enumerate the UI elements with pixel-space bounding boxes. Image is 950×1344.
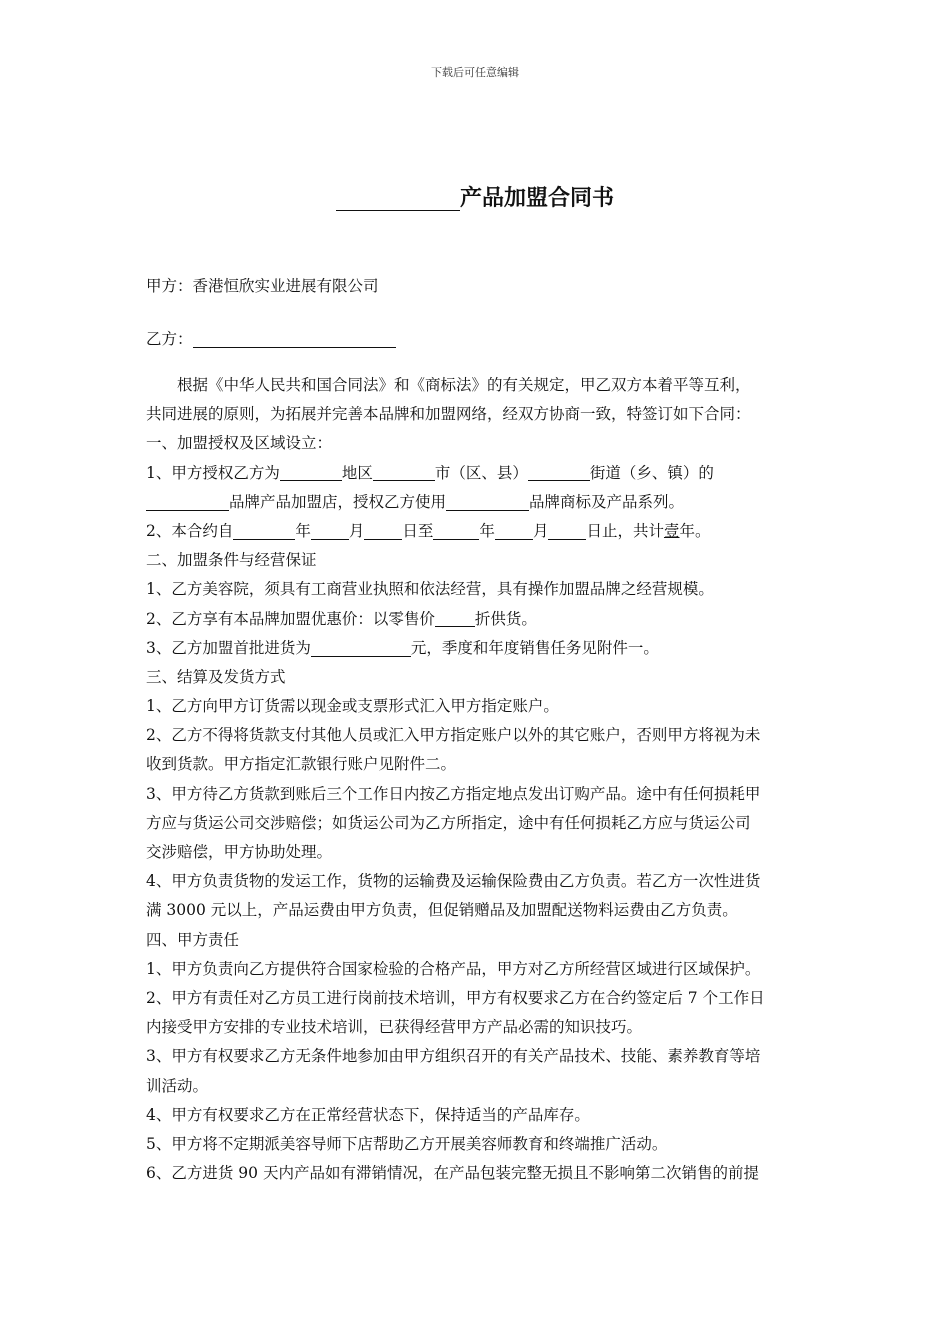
clause-text: 日至 xyxy=(402,521,434,540)
trademark-blank xyxy=(446,493,529,510)
discount-blank xyxy=(435,610,475,627)
clause-text: 1、甲方授权乙方为 xyxy=(146,463,280,482)
section-3-heading: 三、结算及发货方式 xyxy=(146,667,286,686)
clause-3-4-line-1: 4、甲方负责货物的发运工作，货物的运输费及运输保险费由乙方负责。若乙方一次性进货 xyxy=(146,872,761,891)
party-b-label: 乙方： xyxy=(146,330,193,348)
start-day-blank xyxy=(364,523,402,540)
clause-text: 2、本合约自 xyxy=(146,521,234,540)
clause-2-1: 1、乙方美容院，须具有工商营业执照和依法经营，具有操作加盟品牌之经营规模。 xyxy=(146,580,714,599)
contract-body xyxy=(146,371,808,1188)
clause-text: 年 xyxy=(295,521,311,540)
clause-text: 月 xyxy=(348,521,365,540)
contract-years-value: 壹 xyxy=(663,521,680,540)
party-a-name: 香港恒欣实业进展有限公司 xyxy=(192,277,379,295)
clause-1-2 xyxy=(146,517,808,546)
end-year-blank xyxy=(433,523,479,540)
end-month-blank xyxy=(495,523,533,540)
clause-text: 年。 xyxy=(679,521,711,540)
clause-3-2-line-2: 收到货款。甲方指定汇款银行账户见附件二。 xyxy=(146,755,457,774)
clause-text: 街道（乡、镇）的 xyxy=(589,463,714,482)
end-day-blank xyxy=(548,523,586,540)
clause-4-2-line-1: 2、甲方有责任对乙方员工进行岗前技术培训，甲方有权要求乙方在合约签定后 7 个工作日 xyxy=(146,988,765,1007)
clause-text: 品牌商标及产品系列。 xyxy=(529,492,685,511)
document-title xyxy=(0,183,950,213)
city-blank xyxy=(373,464,435,481)
clause-3-3-line-1: 3、甲方待乙方货款到账后三个工作日内按乙方指定地点发出订购产品。途中有任何损耗甲 xyxy=(146,784,761,803)
clause-text: 品牌产品加盟店，授权乙方使用 xyxy=(229,492,447,511)
page-header-note: 下载后可任意编辑 xyxy=(431,66,519,79)
section-4-heading: 四、甲方责任 xyxy=(146,930,240,949)
clause-text: 2、乙方享有本品牌加盟优惠价：以零售价 xyxy=(146,609,435,628)
clause-4-3-line-2: 训活动。 xyxy=(146,1076,209,1095)
clause-text: 地区 xyxy=(341,463,373,482)
clause-4-3-line-1: 3、甲方有权要求乙方无条件地参加由甲方组织召开的有关产品技术、技能、素养教育等培 xyxy=(146,1047,761,1066)
clause-3-2-line-1: 2、乙方不得将货款支付其他人员或汇入甲方指定账户以外的其它账户，否则甲方将视为未 xyxy=(146,726,761,745)
clause-text: 年 xyxy=(479,521,495,540)
clause-3-3-line-3: 交涉赔偿，甲方协助处理。 xyxy=(146,843,333,861)
clause-2-2 xyxy=(146,605,808,634)
clause-text: 月 xyxy=(532,521,549,540)
clause-text: 日止，共计 xyxy=(586,521,664,540)
title-brand-blank xyxy=(336,186,460,210)
first-order-amount-blank xyxy=(311,639,411,656)
party-a-label: 甲方： xyxy=(146,277,193,295)
clause-1-1-line-1 xyxy=(146,459,808,488)
intro-paragraph-line-1: 根据《中华人民共和国合同法》和《商标法》的有关规定，甲乙双方本着平等互利， xyxy=(177,376,751,394)
clause-4-4: 4、甲方有权要求乙方在正常经营状态下，保持适当的产品库存。 xyxy=(146,1105,590,1124)
clause-text: 3、乙方加盟首批进货为 xyxy=(146,638,311,657)
region-blank xyxy=(280,464,342,481)
clause-4-1: 1、甲方负责向乙方提供符合国家检验的合格产品，甲方对乙方所经营区域进行区域保护。 xyxy=(146,959,761,978)
clause-4-6-line-1: 6、乙方进货 90 天内产品如有滞销情况，在产品包装完整无损且不影响第二次销售的前提 xyxy=(146,1164,759,1183)
party-b-blank xyxy=(193,331,396,348)
clause-3-3-line-2: 方应与货运公司交涉赔偿；如货运公司为乙方所指定，途中有任何损耗乙方应与货运公司 xyxy=(146,813,751,832)
clause-4-5: 5、甲方将不定期派美容导师下店帮助乙方开展美容师教育和终端推广活动。 xyxy=(146,1134,668,1153)
intro-paragraph-line-2: 共同进展的原则，为拓展并完善本品牌和加盟网络，经双方协商一致，特签订如下合同： xyxy=(146,405,751,424)
clause-1-1-line-2 xyxy=(146,488,808,517)
section-1-heading: 一、加盟授权及区域设立： xyxy=(146,434,333,453)
party-a-line xyxy=(146,275,379,297)
clause-text: 市（区、县） xyxy=(434,463,528,482)
clause-3-1: 1、乙方向甲方订货需以现金或支票形式汇入甲方指定账户。 xyxy=(146,697,559,716)
clause-3-4-line-2: 满 3000 元以上，产品运费由甲方负责，但促销赠品及加盟配送物料运费由乙方负责。 xyxy=(146,901,738,920)
brand-blank xyxy=(146,493,229,510)
title-text: 产品加盟合同书 xyxy=(459,185,614,211)
section-2-heading: 二、加盟条件与经营保证 xyxy=(146,551,317,570)
party-b-line xyxy=(146,328,396,350)
start-year-blank xyxy=(233,523,295,540)
start-month-blank xyxy=(311,523,349,540)
clause-text: 元，季度和年度销售任务见附件一。 xyxy=(410,638,659,657)
street-blank xyxy=(528,464,590,481)
clause-4-2-line-2: 内接受甲方安排的专业技术培训，已获得经营甲方产品必需的知识技巧。 xyxy=(146,1018,643,1037)
clause-text: 折供货。 xyxy=(474,609,537,628)
clause-2-3 xyxy=(146,634,808,663)
